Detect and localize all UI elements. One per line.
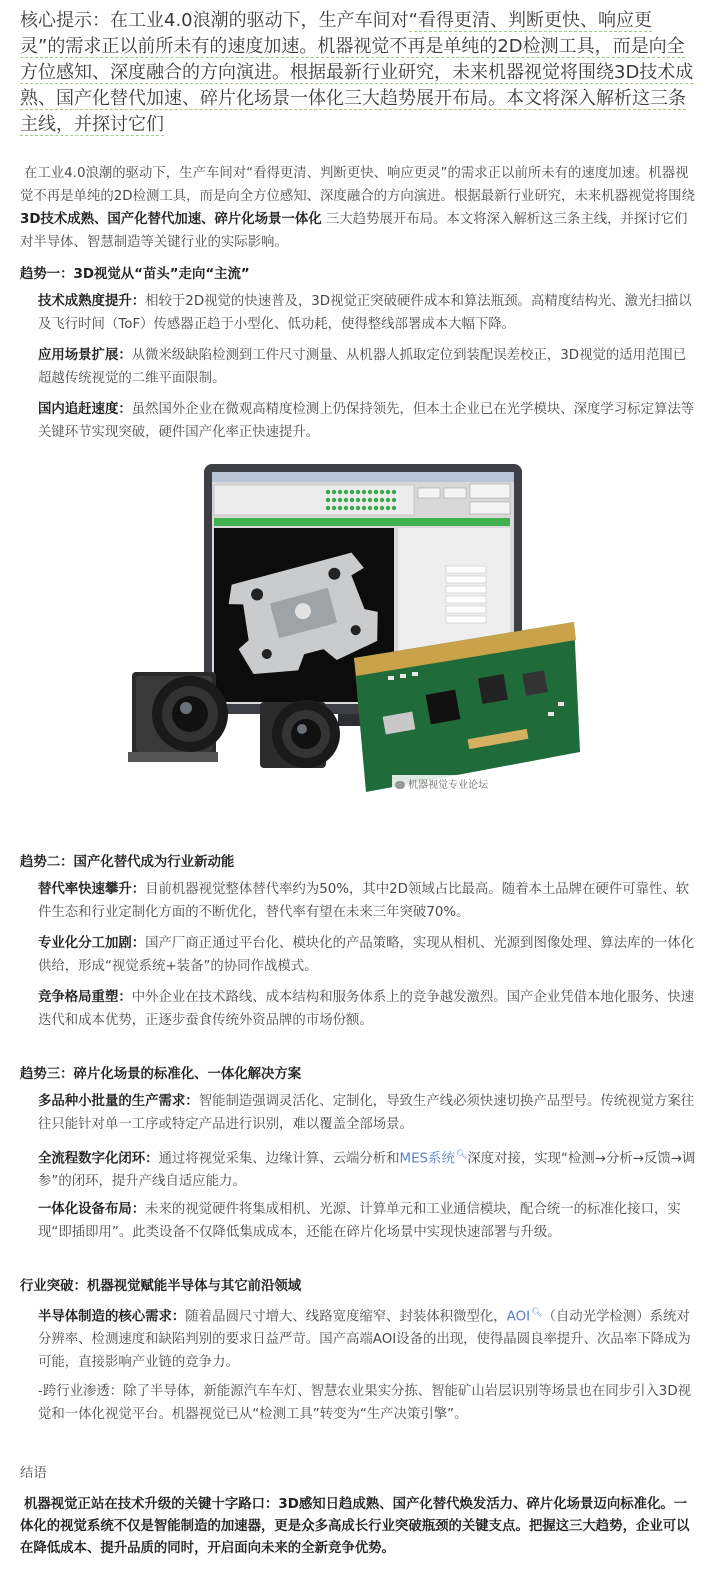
- item-label: 替代率快速攀升：: [38, 882, 146, 897]
- machine-vision-photo: [128, 462, 584, 802]
- item-label: 一体化设备布局：: [38, 1202, 146, 1217]
- item-text: 国产厂商正通过平台化、模块化的产品策略，实现从相机、光源到图像处理、算法库的一体化供给，形成“视觉系统+装备”的协同作战模式。: [38, 936, 695, 974]
- item-label: 国内追赶速度：: [38, 402, 132, 417]
- caption-text: 机器视觉专业论坛: [408, 780, 488, 791]
- item-label: 专业化分工加剧：: [38, 936, 146, 951]
- trend2-item-division: [38, 932, 698, 978]
- industry-item-crossover: [38, 1380, 698, 1426]
- item-text: 相较于2D视觉的快速普及，3D视觉正突破硬件成本和算法瓶颈。高精度结构光、激光扫描以及飞行时间（ToF）传感器正趋于小型化、低功耗，使得整线部署成本大幅下降。: [38, 294, 692, 332]
- trend1-item-scene: [38, 344, 698, 390]
- intro-paragraph: [20, 162, 696, 254]
- trend1-item-domestic: [38, 398, 698, 444]
- wechat-icon: [395, 781, 405, 789]
- intro-bold: 3D技术成熟、国产化替代加速、碎片化场景一体化: [20, 212, 322, 227]
- item-text-tail: （自动光学检测）系统对分辨率、检测速度和缺陷判别的要求日益严苛。国产高端AOI设备的出现，使得晶圆良率提升、次品率下降成为可能，直接影响产业链的竞争力。: [38, 1309, 691, 1371]
- item-text: 未来的视觉硬件将集成相机、光源、计算单元和工业通信模块，配合统一的标准化接口，实现“即插即用”。此类设备不仅降低集成成本，还能在碎片化场景中实现快速部署与升级。: [38, 1202, 681, 1240]
- summary-highlight: “看得更清、判断更快、响应更灵”的需求正以前所未有的速度加速。机器视觉不再是单纯的2D检测工具，而是向全方位感知、深度融合的方向演进。根据最新行业研究，未来机器视觉将围绕3D技术成熟、国产化替代加速、碎片化场景一体化三大趋势展开布局。本文将深入解析这三条主线，并探讨它们: [20, 10, 694, 135]
- trend3-item-device: [38, 1198, 698, 1244]
- item-text: 目前机器视觉整体替代率约为50%，其中2D领域占比最高。随着本土品牌在硬件可靠性、软件生态和行业定制化方面的不断优化，替代率有望在未来三年突破70%。: [38, 882, 690, 920]
- intro-text-1: 在工业4.0浪潮的驱动下，生产车间对“看得更清、判断更快、响应更灵”的需求正以前所未有的速度加速。机器视觉不再是单纯的2D检测工具，而是向全方位感知、深度融合的方向演进。根据最新行业研究，未来机器视觉将围绕: [20, 166, 695, 204]
- conclusion-paragraph: 机器视觉正站在技术升级的关键十字路口：3D感知日趋成熟、国产化替代焕发活力、碎片化场景迈向标准化。一体化的视觉系统不仅是智能制造的加速器，更是众多高成长行业突破瓶颈的关键支点。把握这三大趋势，企业可以在降低成本、提升品质的同时，开启面向未来的全新竞争优势。: [20, 1497, 690, 1556]
- item-label: 技术成熟度提升：: [38, 294, 146, 309]
- item-text-tail: 深度对接，实现“检测→分析→反馈→调参”的闭环，提升产线自适应能力。: [38, 1151, 696, 1190]
- trend3-item-demand: [38, 1090, 698, 1136]
- item-text: -跨行业渗透：除了半导体，新能源汽车车灯、智慧农业果实分拣、智能矿山岩层识别等场景也在同步引入3D视觉和一体化视觉平台。机器视觉已从“检测工具”转变为“生产决策引擎”。: [38, 1384, 692, 1422]
- item-text: 通过将视觉采集、边缘计算、云端分析和: [158, 1151, 400, 1167]
- trend1-heading: 趋势一：3D视觉从“苗头”走向“主流”: [20, 267, 250, 282]
- search-icon[interactable]: 🔍︎: [531, 1308, 543, 1318]
- intro-text-2: 三大趋势展开布局。本文将深入解析这三条主线，并探讨它们对半导体、智慧制造等关键行业的实际影响。: [20, 212, 688, 250]
- trend3-item-loop: [38, 1144, 698, 1193]
- item-label: 竞争格局重塑：: [38, 990, 132, 1005]
- trend2-item-competition: [38, 986, 698, 1032]
- trend2-item-rate: [38, 878, 698, 924]
- watermark-caption: [392, 775, 491, 792]
- item-text: 智能制造强调灵活化、定制化，导致生产线必须快速切换产品型号。传统视觉方案往往只能针对单一工序或特定产品进行识别，难以覆盖全部场景。: [38, 1094, 695, 1132]
- item-label: 多品种小批量的生产需求：: [38, 1094, 199, 1109]
- item-label: 应用场景扩展：: [38, 348, 132, 363]
- summary-lead: 核心提示：在工业4.0浪潮的驱动下，生产车间对: [20, 10, 409, 31]
- search-icon[interactable]: 🔍︎: [455, 1150, 468, 1160]
- mes-link[interactable]: MES系统: [399, 1151, 455, 1167]
- item-text: 中外企业在技术路线、成本结构和服务体系上的竞争越发激烈。国产企业凭借本地化服务、快速迭代和成本优势，正逐步蚕食传统外资品牌的市场份额。: [38, 990, 695, 1028]
- item-label: 全流程数字化闭环：: [38, 1151, 159, 1167]
- item-text: 虽然国外企业在微观高精度检测上仍保持领先，但本土企业已在光学模块、深度学习标定算法等关键环节实现突破，硬件国产化率正快速提升。: [38, 402, 695, 440]
- item-text: 从微米级缺陷检测到工件尺寸测量、从机器人抓取定位到装配误差校正，3D视觉的适用范围已超越传统视觉的二维平面限制。: [38, 348, 687, 386]
- summary-block: [20, 8, 696, 138]
- trend3-heading: 趋势三：碎片化场景的标准化、一体化解决方案: [20, 1067, 302, 1082]
- item-label: 半导体制造的核心需求：: [38, 1309, 186, 1325]
- industry-heading: 行业突破：机器视觉赋能半导体与其它前沿领域: [20, 1279, 302, 1294]
- trend2-heading: 趋势二：国产化替代成为行业新动能: [20, 855, 235, 870]
- trend1-item-tech: [38, 290, 698, 336]
- industry-item-semiconductor: [38, 1302, 698, 1374]
- conclusion-heading: 结语: [20, 1466, 47, 1481]
- item-text: 随着晶圆尺寸增大、线路宽度缩窄、封装体积微型化，: [185, 1309, 507, 1325]
- aoi-link[interactable]: AOI: [506, 1309, 531, 1325]
